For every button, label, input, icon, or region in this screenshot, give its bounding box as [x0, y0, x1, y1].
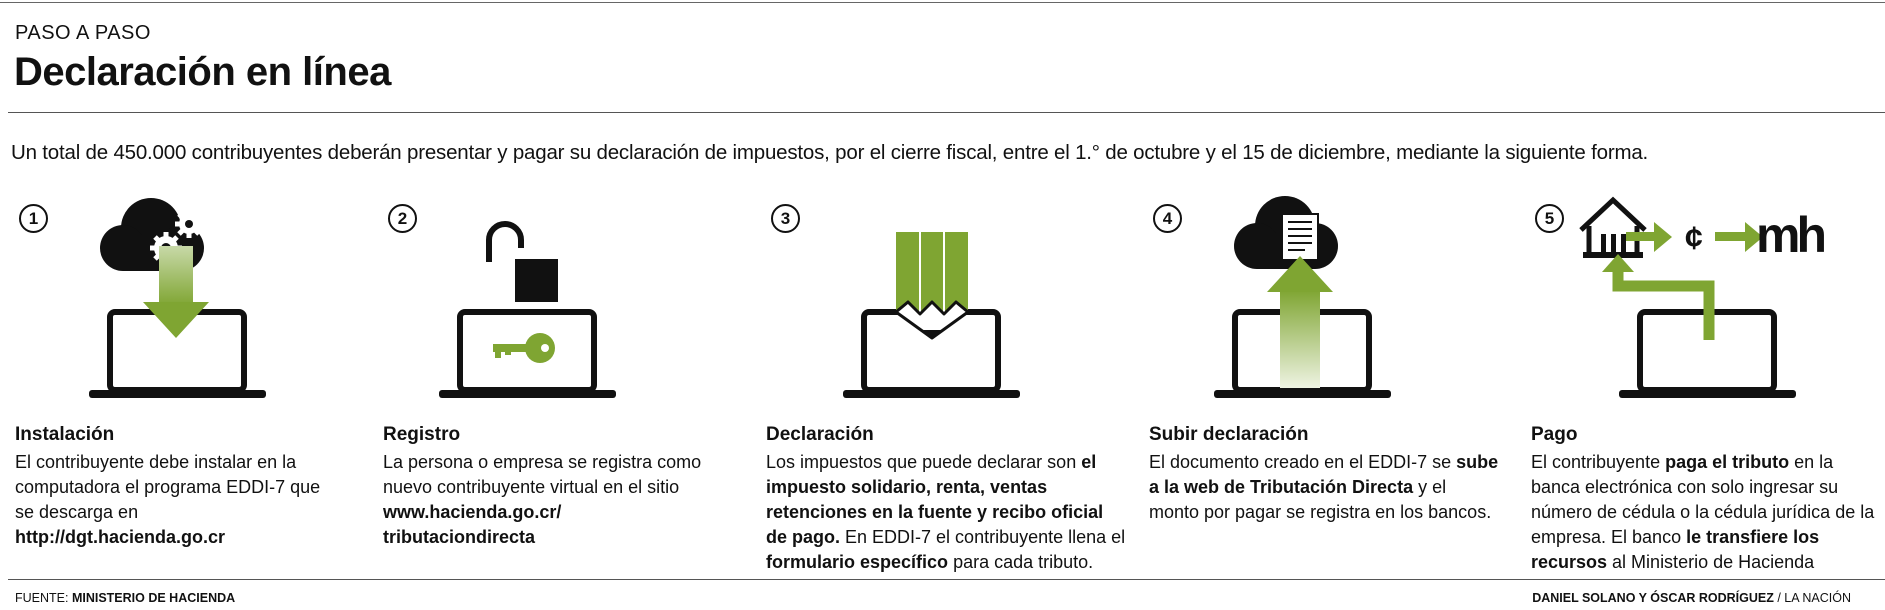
colon-sign: ¢ — [1685, 220, 1703, 256]
description-line — [766, 500, 1156, 525]
text-segment: La persona o empresa se registra como — [383, 452, 702, 472]
step-number: 3 — [771, 204, 800, 233]
description-line — [1531, 450, 1885, 475]
kicker: PASO A PASO — [15, 22, 151, 44]
description-line — [15, 500, 405, 525]
page-title: Declaración en línea — [14, 50, 391, 94]
source-credit — [15, 591, 235, 605]
text-segment: empresa. El banco — [1531, 527, 1687, 547]
bold-segment: retenciones en la fuente y recibo oficial — [766, 502, 1104, 522]
bold-segment: paga el tributo — [1665, 452, 1790, 472]
bold-segment: sube — [1456, 452, 1499, 472]
step-description — [15, 450, 405, 550]
bold-segment: recursos — [1531, 552, 1608, 572]
step-title: Instalación — [15, 424, 115, 445]
bold-segment: www.hacienda.go.cr/ — [383, 502, 562, 522]
text-segment: para cada tributo. — [948, 552, 1094, 572]
step-number: 4 — [1153, 204, 1182, 233]
cloud-download-gears-laptop-icon — [11, 190, 311, 410]
description-line — [766, 475, 1156, 500]
source-name: MINISTERIO DE HACIENDA — [71, 591, 236, 605]
bold-segment: de pago. — [766, 527, 841, 547]
description-line — [1149, 500, 1539, 525]
description-line — [383, 475, 773, 500]
authors: DANIEL SOLANO Y ÓSCAR RODRÍGUEZ — [1532, 591, 1774, 605]
step-number: 5 — [1535, 204, 1564, 233]
text-segment: y el — [1413, 477, 1447, 497]
step-description — [1531, 450, 1885, 575]
description-line — [1531, 475, 1885, 500]
text-segment: número de cédula o la cédula jurídica de la — [1531, 502, 1875, 522]
bold-segment: tributaciondirecta — [383, 527, 536, 547]
bold-segment: formulario específico — [766, 552, 949, 572]
bold-segment: el — [1081, 452, 1097, 472]
text-segment: se descarga en — [15, 502, 139, 522]
document-upload-cloud-laptop-icon — [1145, 190, 1445, 410]
bold-segment: impuesto solidario, renta, ventas — [766, 477, 1048, 497]
intro-text: Un total de 450.000 contribuyentes deberán presentar y pagar su declaración de impuestos, por el cierre fiscal, entre el 1.° de octubre y el 15 de diciembre, mediante la siguiente forma. — [11, 141, 1649, 164]
footer-divider — [8, 579, 1885, 580]
step-description — [383, 450, 773, 550]
description-line — [1531, 550, 1885, 575]
text-segment: En EDDI-7 el contribuyente llena el — [840, 527, 1126, 547]
step-title: Subir declaración — [1149, 424, 1309, 445]
description-line — [15, 525, 405, 550]
top-rule — [0, 2, 1885, 3]
description-line — [15, 450, 405, 475]
step-title: Pago — [1531, 424, 1578, 445]
text-segment: El contribuyente debe instalar en la — [15, 452, 297, 472]
text-segment: banca electrónica con solo ingresar su — [1531, 477, 1839, 497]
description-line — [1149, 450, 1539, 475]
bold-segment: le transfiere los — [1686, 527, 1820, 547]
text-segment: computadora el programa EDDI-7 que — [15, 477, 321, 497]
description-line — [1531, 525, 1885, 550]
bold-segment: http://dgt.hacienda.go.cr — [15, 527, 225, 547]
text-segment: en la — [1789, 452, 1834, 472]
mh-logo: mh — [1756, 207, 1823, 263]
description-line — [383, 450, 773, 475]
step-number: 2 — [388, 204, 417, 233]
outlet: / LA NACIÓN — [1773, 591, 1851, 605]
step-title: Declaración — [766, 424, 874, 445]
text-segment: monto por pagar se registra en los bancos. — [1149, 502, 1492, 522]
description-line — [15, 475, 405, 500]
bank-colon-mh-payment-laptop-icon — [1527, 190, 1872, 410]
step-title: Registro — [383, 424, 461, 445]
description-line — [766, 525, 1156, 550]
step-description — [1149, 450, 1539, 525]
bold-segment: a la web de Tributación Directa — [1149, 477, 1414, 497]
pencil-laptop-icon — [763, 190, 1063, 410]
text-segment: nuevo contribuyente virtual en el sitio — [383, 477, 680, 497]
description-line — [766, 450, 1156, 475]
header-divider — [8, 112, 1885, 113]
author-credit — [1532, 591, 1851, 605]
description-line — [766, 550, 1156, 575]
text-segment: El documento creado en el EDDI-7 se — [1149, 452, 1457, 472]
description-line — [383, 525, 773, 550]
step-description — [766, 450, 1156, 575]
text-segment: El contribuyente — [1531, 452, 1666, 472]
description-line — [383, 500, 773, 525]
text-segment: al Ministerio de Hacienda — [1607, 552, 1815, 572]
source-label: FUENTE: — [15, 591, 72, 605]
description-line — [1149, 475, 1539, 500]
description-line — [1531, 500, 1885, 525]
text-segment: Los impuestos que puede declarar son — [766, 452, 1082, 472]
padlock-key-laptop-icon — [380, 190, 680, 410]
step-number: 1 — [19, 204, 48, 233]
